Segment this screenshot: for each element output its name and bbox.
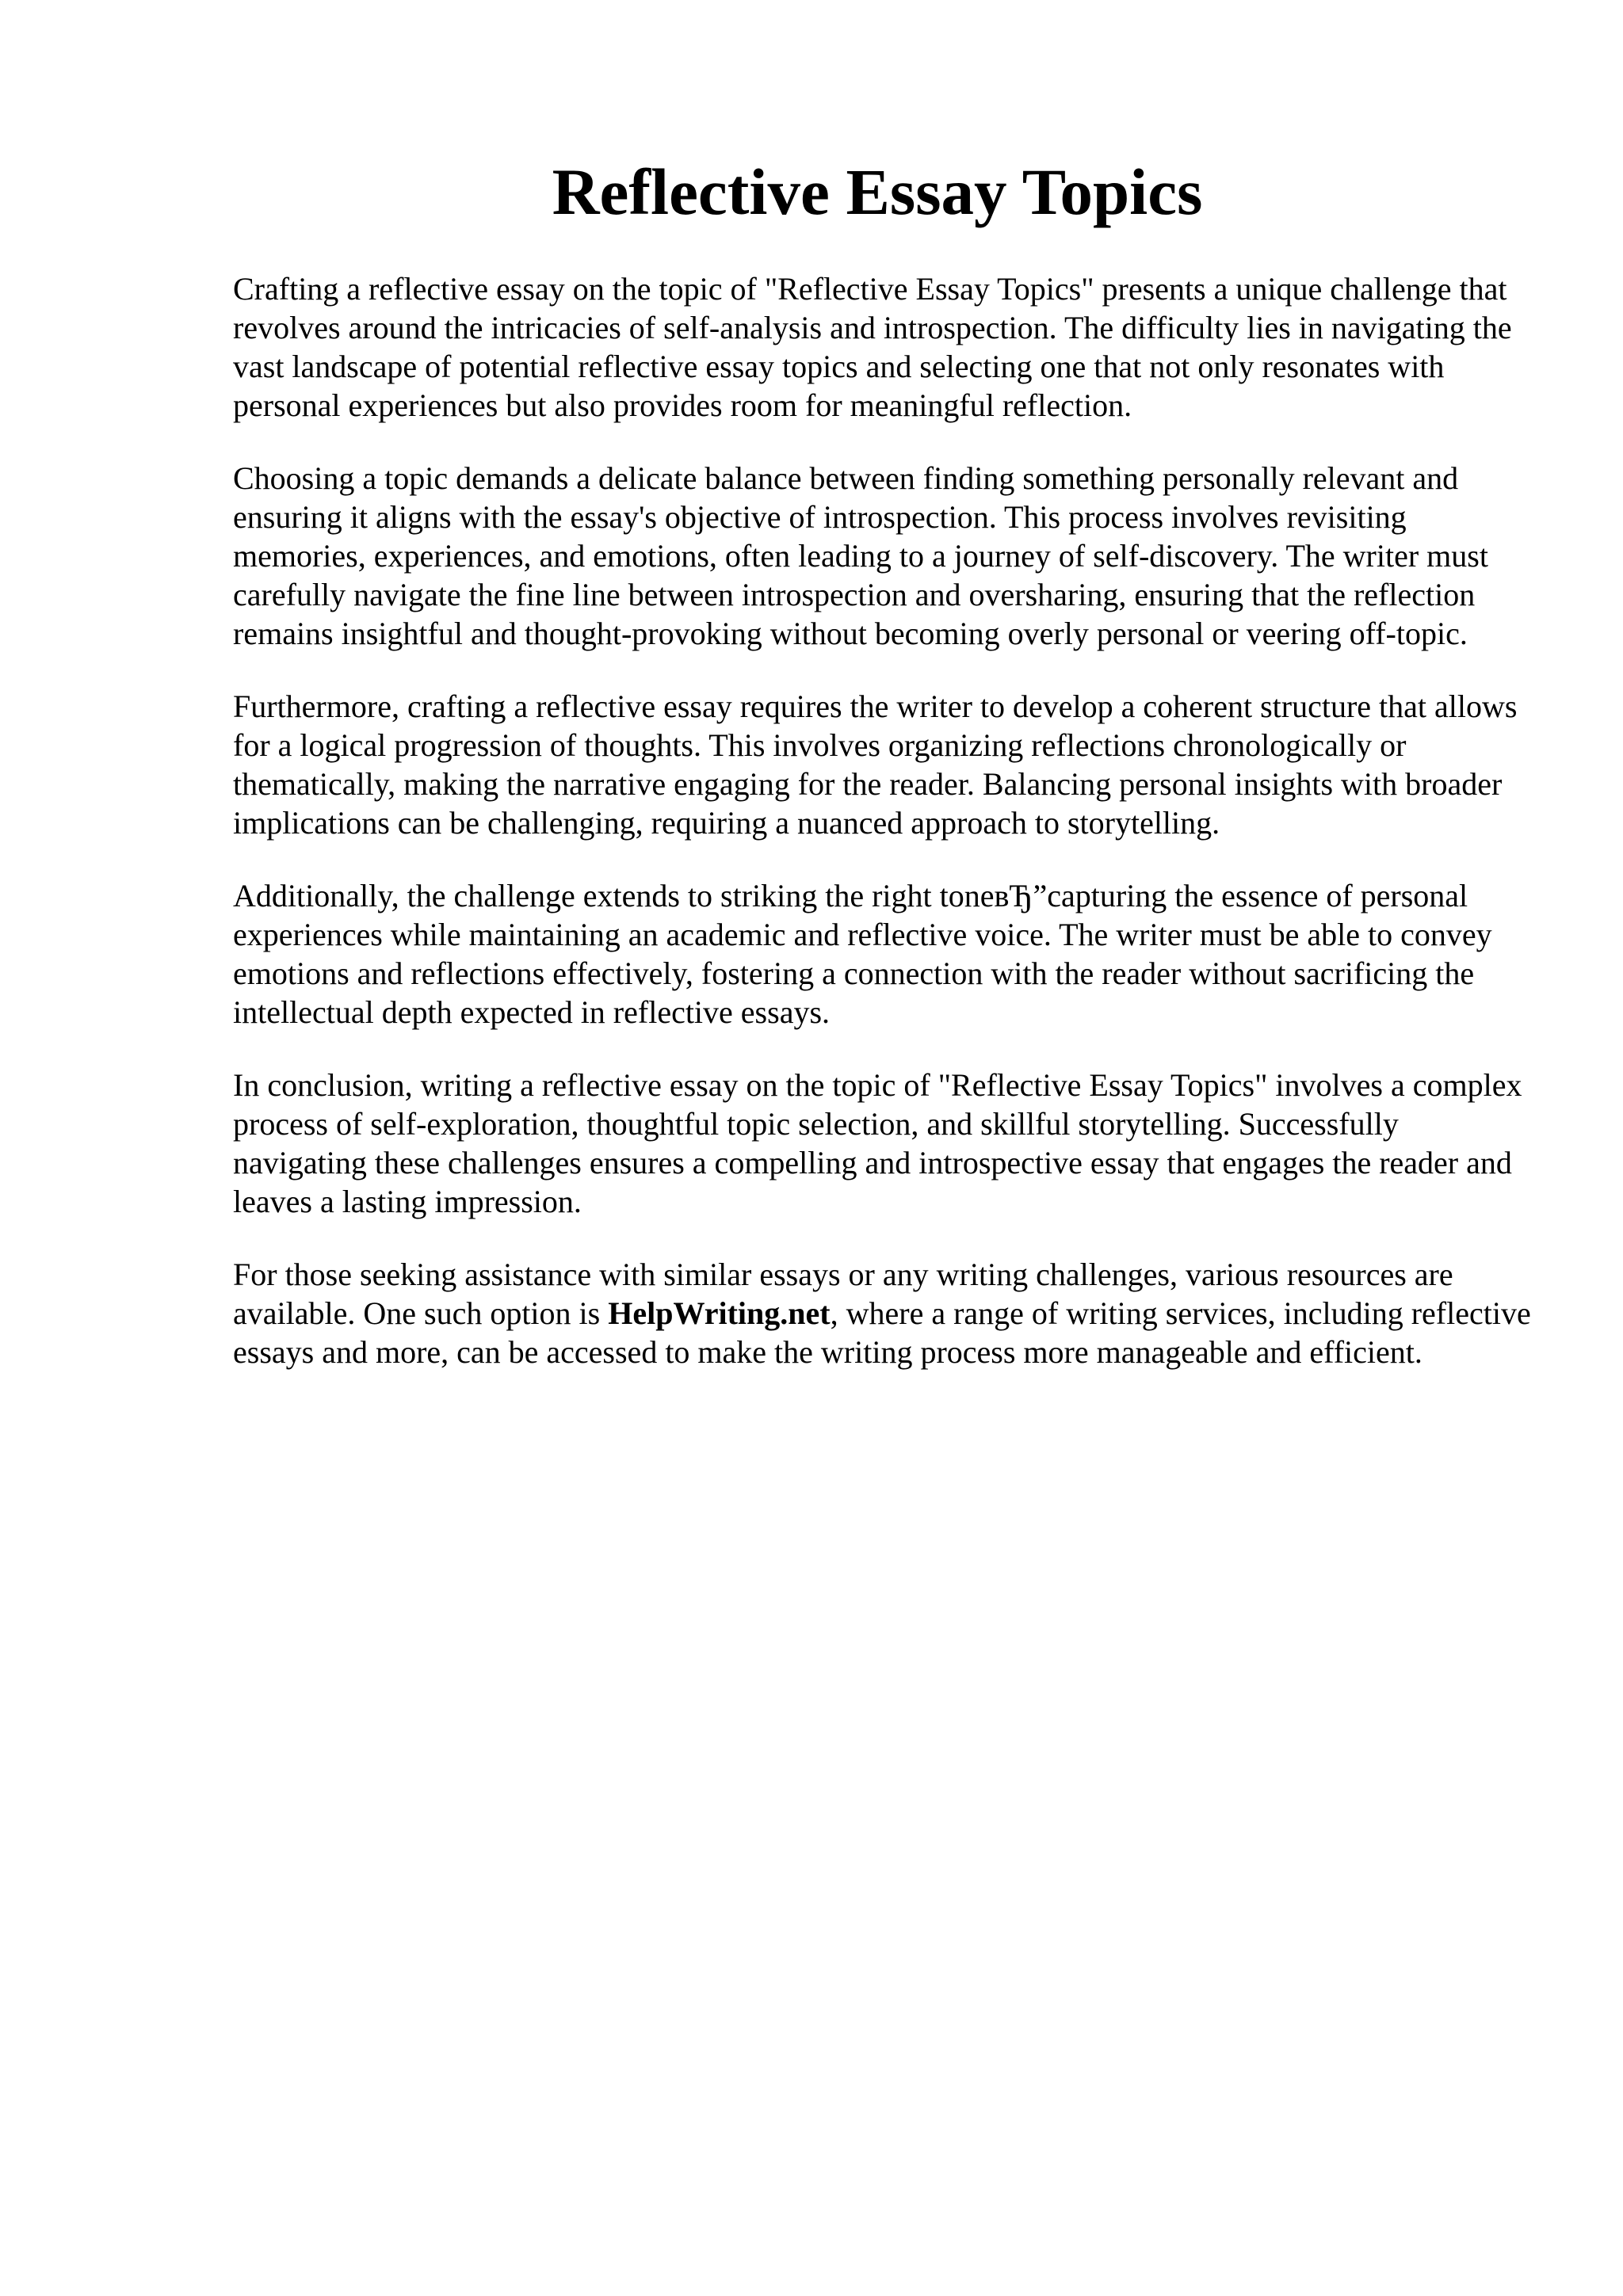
paragraph-conclusion: In conclusion, writing a reflective essay on the topic of "Reflective Essay Topics" involves a complex process of self-exploration, thoughtful topic selection, and skillful storytelling. Successfully navigating these challenges ensures a compelling and introspective essay that engages the reader and leaves a lasting impression.: [233, 1067, 1522, 1219]
document-body: [233, 269, 1533, 1405]
paragraph-intro: Crafting a reflective essay on the topic of "Reflective Essay Topics" presents a unique challenge that revolves around the intricacies of self-analysis and introspection. The difficulty lies in navigating the vast landscape of potential reflective essay topics and selecting one that not only resonates with personal experiences but also provides room for meaningful reflection.: [233, 271, 1512, 423]
helpwriting-link[interactable]: HelpWriting.net: [608, 1295, 831, 1331]
paragraph-structure: Furthermore, crafting a reflective essay requires the writer to develop a coherent structure that allows for a logical progression of thoughts. This involves organizing reflections chronologically or thematically, making the narrative engaging for the reader. Balancing personal insights with broader implications can be challenging, requiring a nuanced approach to storytelling.: [233, 688, 1518, 841]
resources-text-after: , where a range of writing services, including reflective essays and more, can be accessed to make the writing process more manageable and efficient.: [233, 1295, 1531, 1370]
paragraph-tone: Additionally, the challenge extends to striking the right toneвЂ”capturing the essence of personal experiences while maintaining an academic and reflective voice. The writer must be able to convey emotions and reflections effectively, fostering a connection with the reader without sacrificing the intellectual depth expected in reflective essays.: [233, 878, 1492, 1030]
document-title: Reflective Essay Topics: [552, 155, 1203, 228]
resources-text-before: For those seeking assistance with similar essays or any writing challenges, various resources are available. One such option is: [233, 1257, 1453, 1331]
paragraph-topic-choice: Choosing a topic demands a delicate balance between finding something personally relevant and ensuring it aligns with the essay's objective of introspection. This process involves revisiting memories, experiences, and emotions, often leading to a journey of self-discovery. The writer must carefully navigate the fine line between introspection and oversharing, ensuring that the reflection remains insightful and thought-provoking without becoming overly personal or veering off-topic.: [233, 460, 1488, 651]
paragraph-resources: [233, 1255, 1533, 1371]
